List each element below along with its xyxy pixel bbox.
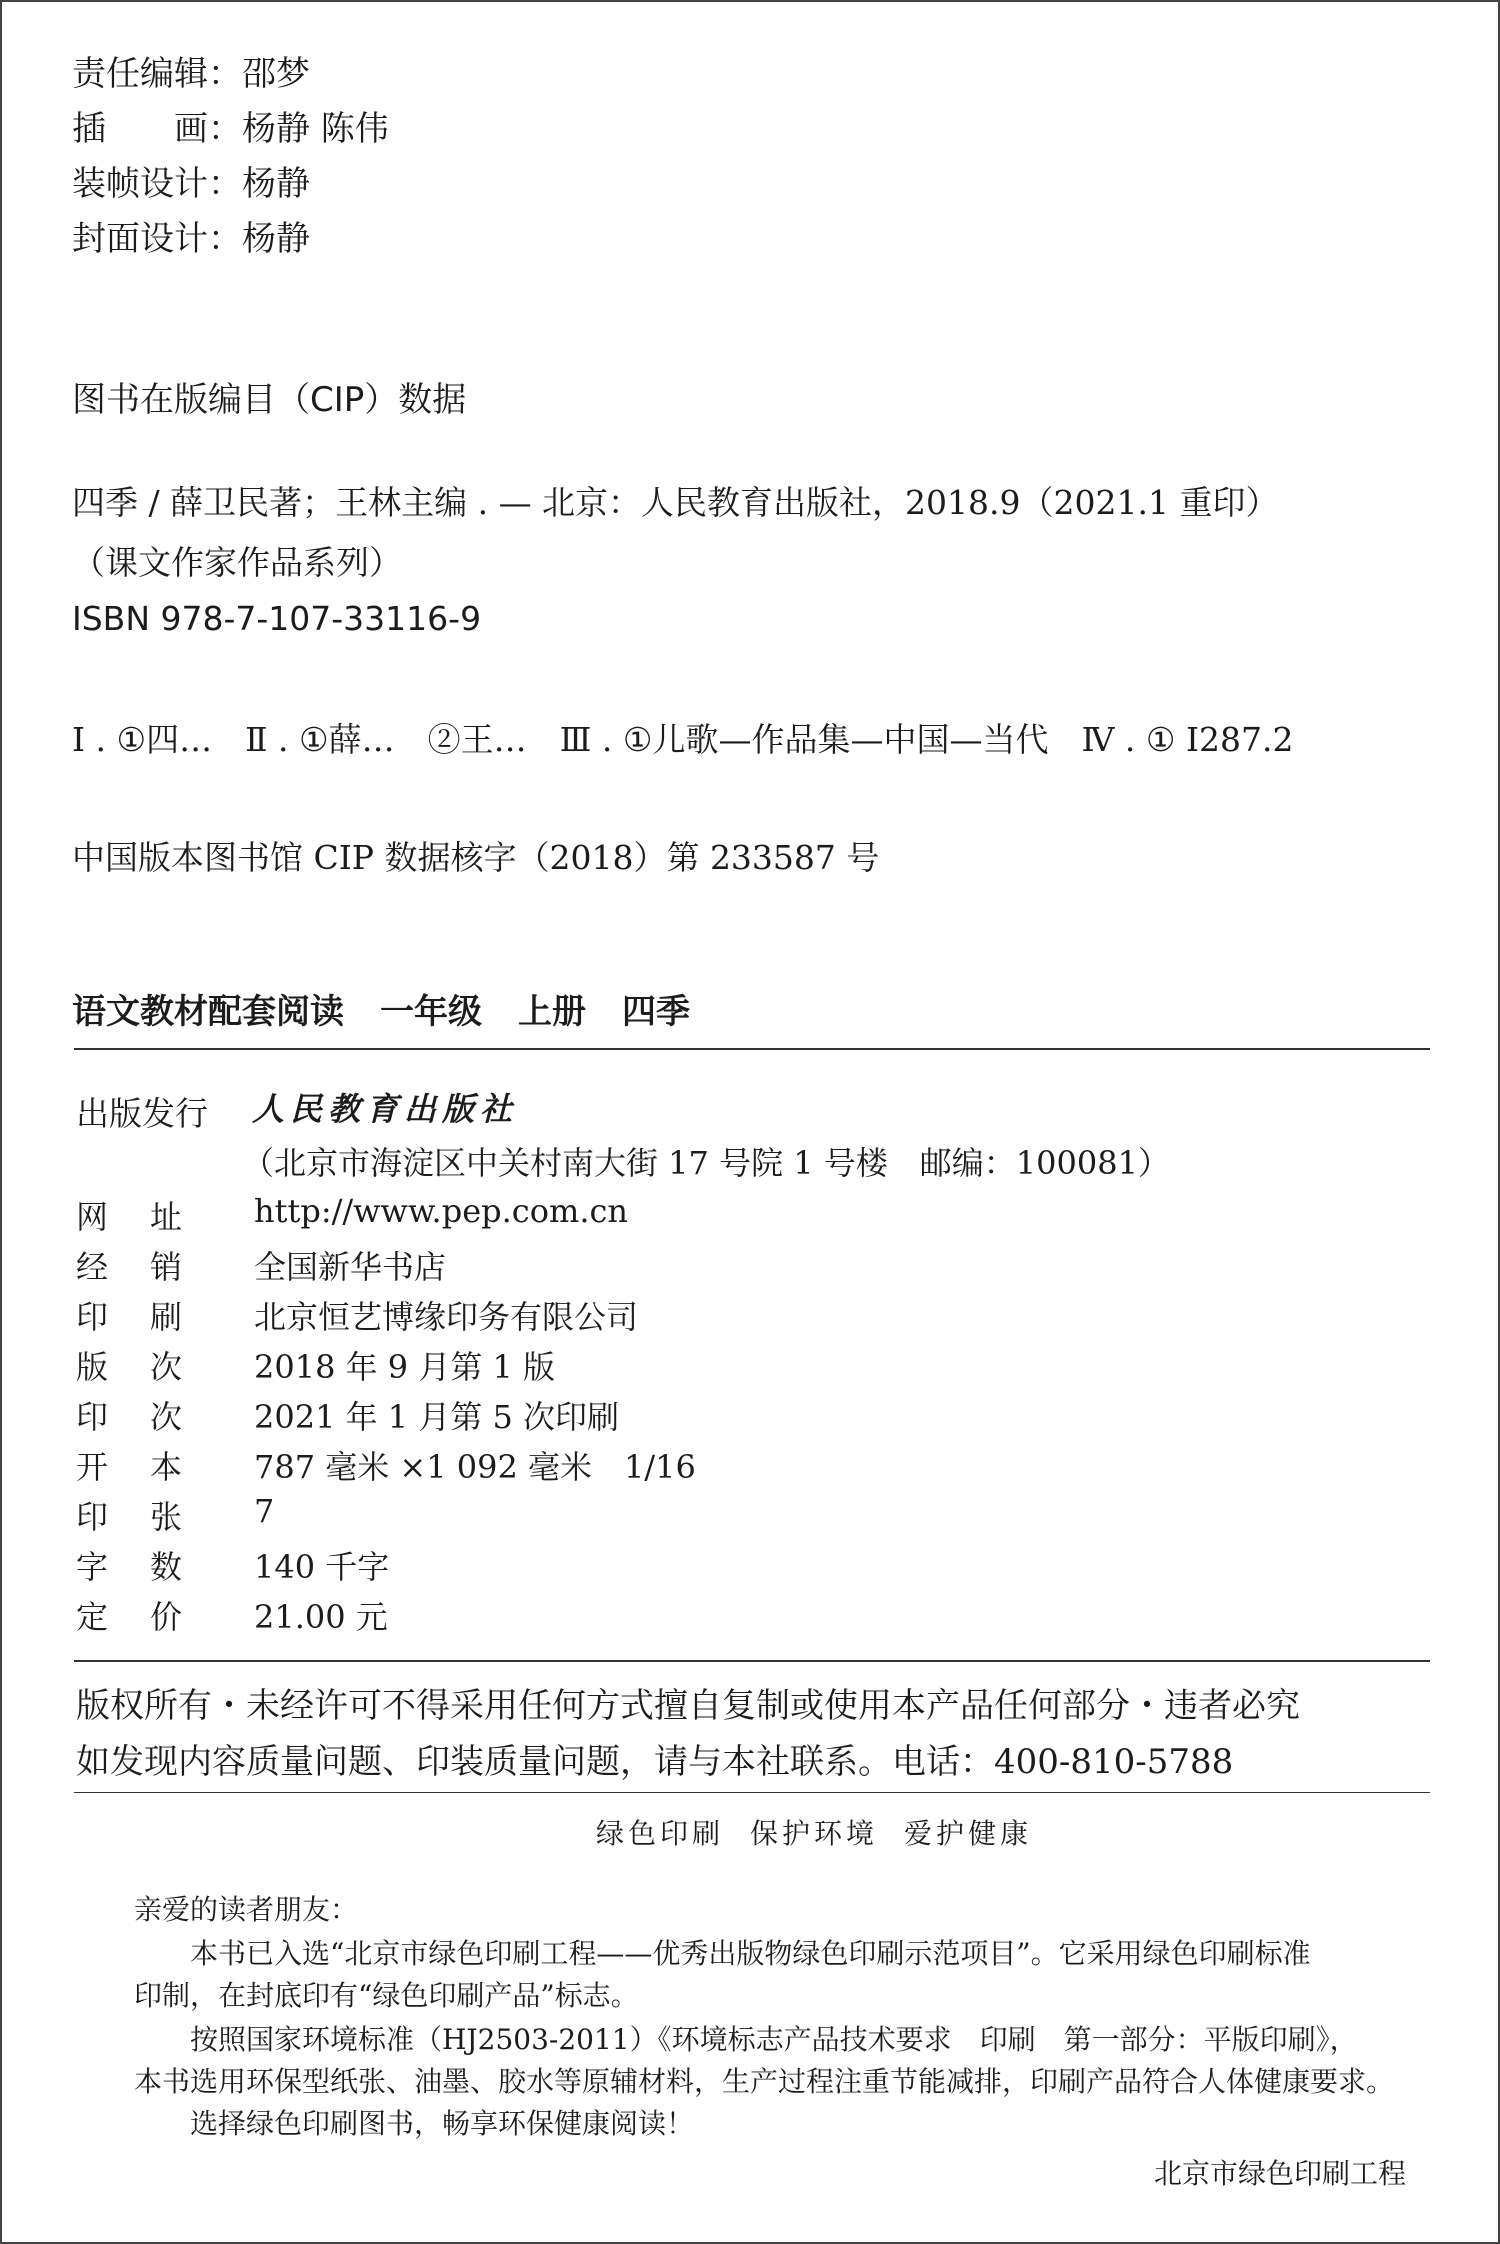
cip-line-1: 四季 / 薛卫民著；王林主编 . — 北京：人民教育出版社，2018.9（2021.1 重印）: [72, 483, 1279, 522]
cip-heading: 图书在版编目（CIP）数据: [72, 380, 467, 420]
title: 四季: [622, 992, 690, 1032]
publisher-logo: 人民教育出版社: [252, 1090, 519, 1128]
detail-word-count: 140 千字: [254, 1548, 390, 1586]
paragraph-2b: 本书选用环保型纸张、油墨、胶水等原辅材料，生产过程注重节能减排，印刷产品符合人体健康要求。: [134, 2065, 1395, 2098]
green-printing-slogan: 绿色印刷 保护环境 爱护健康: [596, 1817, 1033, 1850]
book-title: [72, 984, 726, 1033]
publisher-label: 出版发行: [76, 1094, 208, 1133]
detail-key: 开 本: [76, 1448, 183, 1486]
detail-key: 印 次: [76, 1398, 183, 1436]
divider: [74, 1048, 1430, 1050]
detail-key: 印 刷: [76, 1298, 183, 1336]
detail-sheets: 7: [254, 1492, 275, 1530]
detail-key: 版 次: [76, 1348, 183, 1386]
credit-binding-design: 装帧设计：杨静: [72, 164, 310, 204]
detail-key: 印 张: [76, 1498, 183, 1536]
cip-library-record: 中国版本图书馆 CIP 数据核字（2018）第 233587 号: [72, 838, 880, 877]
detail-distributor: 全国新华书店: [254, 1248, 447, 1286]
grade: 一年级: [380, 992, 482, 1032]
paragraph-1b: 印制，在封底印有“绿色印刷产品”标志。: [134, 1979, 639, 2012]
quality-contact: 如发现内容质量问题、印装质量问题，请与本社联系。电话：400-810-5788: [76, 1742, 1234, 1782]
credit-editor: 责任编辑：邵梦: [72, 54, 310, 94]
volume: 上册: [518, 992, 586, 1032]
detail-printer: 北京恒艺博缘印务有限公司: [254, 1298, 639, 1336]
detail-edition: 2018 年 9 月第 1 版: [254, 1348, 556, 1386]
rights-notice: 版权所有・未经许可不得采用任何方式擅自复制或使用本产品任何部分・违者必究: [76, 1686, 1300, 1726]
detail-printing: 2021 年 1 月第 5 次印刷: [254, 1398, 620, 1436]
cip-classification: Ⅰ . ①四… Ⅱ . ①薛… ②王… Ⅲ . ①儿歌—作品集—中国—当代 Ⅳ . ① I287.2: [72, 720, 1294, 759]
cip-line-2: （课文作家作品系列）: [72, 543, 402, 582]
greeting: 亲爱的读者朋友：: [134, 1893, 359, 1926]
paragraph-3: 选择绿色印刷图书，畅享环保健康阅读！: [190, 2107, 695, 2140]
paragraph-2a: 按照国家环境标准（HJ2503-2011）《环境标志产品技术要求 印刷 第一部分：平版印刷》，: [190, 2023, 1358, 2056]
detail-key: 经 销: [76, 1248, 183, 1286]
detail-key: 网 址: [76, 1198, 183, 1236]
detail-key: 字 数: [76, 1548, 183, 1586]
credit-illustrator: 插 画：杨静 陈伟: [72, 109, 389, 149]
detail-price: 21.00 元: [254, 1598, 388, 1636]
detail-website: http://www.pep.com.cn: [254, 1192, 629, 1230]
paragraph-1a: 本书已入选“北京市绿色印刷工程——优秀出版物绿色印刷示范项目”。它采用绿色印刷标准: [190, 1937, 1311, 1970]
divider: [74, 1660, 1430, 1662]
detail-format: 787 毫米 ×1 092 毫米 1/16: [254, 1448, 696, 1486]
series-name: 语文教材配套阅读: [72, 992, 344, 1032]
publisher-address: （北京市海淀区中关村南大街 17 号院 1 号楼 邮编：100081）: [242, 1144, 1170, 1182]
detail-key: 定 价: [76, 1598, 183, 1636]
signature: 北京市绿色印刷工程: [1154, 2157, 1407, 2190]
cip-isbn: ISBN 978-7-107-33116-9: [72, 599, 482, 638]
credit-cover-design: 封面设计：杨静: [72, 219, 310, 259]
divider: [74, 1792, 1430, 1793]
